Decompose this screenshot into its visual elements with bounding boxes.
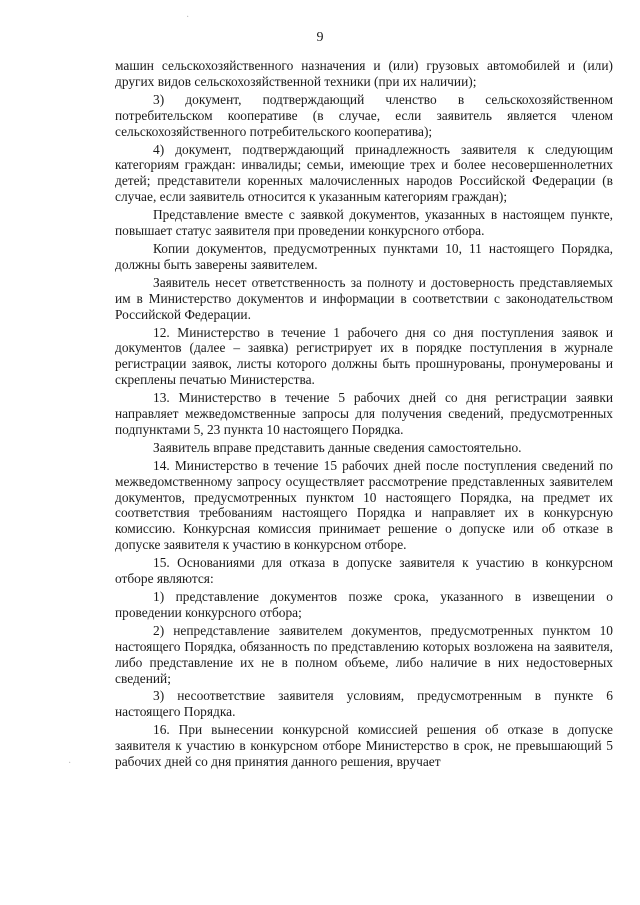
paragraph-reason-2: 2) непредставление заявителем документов, предусмотренных пунктом 10 настоящего Порядка, обязанность по представлению которых возложена на заявителя, либо представление их не в полном объеме, либо наличие в них недостоверных сведений; (115, 622, 613, 686)
paragraph-clause-12: 12. Министерство в течение 1 рабочего дня со дня поступления заявок и документов (далее – заявка) регистрирует их в порядке поступления в журнале регистрации заявок, листы которого должны быть прошнурованы, пронумерованы и скреплены печатью Министерства. (115, 324, 613, 388)
paragraph-copies: Копии документов, предусмотренных пунктами 10, 11 настоящего Порядка, должны быть заверены заявителем. (115, 240, 613, 272)
paragraph-clause-16: 16. При вынесении конкурсной комиссией решения об отказе в допуске заявителя к участию в конкурсном отборе Министерство в срок, не превышающий 5 рабочих дней со дня принятия данного решения, вручает (115, 722, 613, 770)
paragraph-clause-13: 13. Министерство в течение 5 рабочих дней со дня регистрации заявки направляет межведомственные запросы для получения сведений, предусмотренных подпунктами 5, 23 пункта 10 настоящего Порядка. (115, 390, 613, 437)
paragraph-item-3: 3) документ, подтверждающий членство в сельскохозяйственном потребительском кооперативе (в случае, если заявитель является членом сельскохозяйственного потребительского кооператива); (115, 91, 613, 139)
paragraph-continuation: машин сельскохозяйственного назначения и (или) грузовых автомобилей и (или) других видов сельскохозяйственной техники (при их наличии); (115, 58, 613, 89)
paragraph-status: Представление вместе с заявкой документов, указанных в настоящем пункте, повышает статус заявителя при проведении конкурсного отбора. (115, 207, 613, 239)
paragraph-clause-15: 15. Основаниями для отказа в допуске заявителя к участию в конкурсном отборе являются: (115, 555, 613, 587)
scan-speck: · (68, 758, 72, 769)
paragraph-clause-14: 14. Министерство в течение 15 рабочих дней после поступления сведений по межведомственному запросу осуществляет рассмотрение представленных заявителем документов, предусмотренных пунктом 10 настоящего Порядка, на предмет их соответствия требованиям настоящего Порядка и направляет их в конкурсную комиссию. Конкурсная комиссия принимает решение о допуске или об отказе в допуске заявителя к участию в конкурсном отборе. (115, 457, 613, 553)
page-number: 9 (316, 30, 324, 45)
paragraph-responsibility: Заявитель несет ответственность за полноту и достоверность представляемых им в Министерство документов и информации в соответствии с законодательством Российской Федерации. (115, 274, 613, 322)
paragraph-reason-1: 1) представление документов позже срока, указанного в извещении о проведении конкурсного отбора; (115, 589, 613, 620)
paragraph-self-submission: Заявитель вправе представить данные сведения самостоятельно. (153, 439, 522, 455)
paragraph-reason-3: 3) несоответствие заявителя условиям, предусмотренным в пункте 6 настоящего Порядка. (115, 688, 613, 720)
scan-speck: · (186, 12, 190, 23)
document-body (115, 58, 613, 772)
paragraph-item-4: 4) документ, подтверждающий принадлежность заявителя к следующим категориям граждан: инвалиды; семьи, имеющие трех и более несовершеннолетних детей; представители коренных малочисленных народов Российской Федерации (в случае, если заявитель относится к указанным категориям граждан); (115, 141, 613, 205)
